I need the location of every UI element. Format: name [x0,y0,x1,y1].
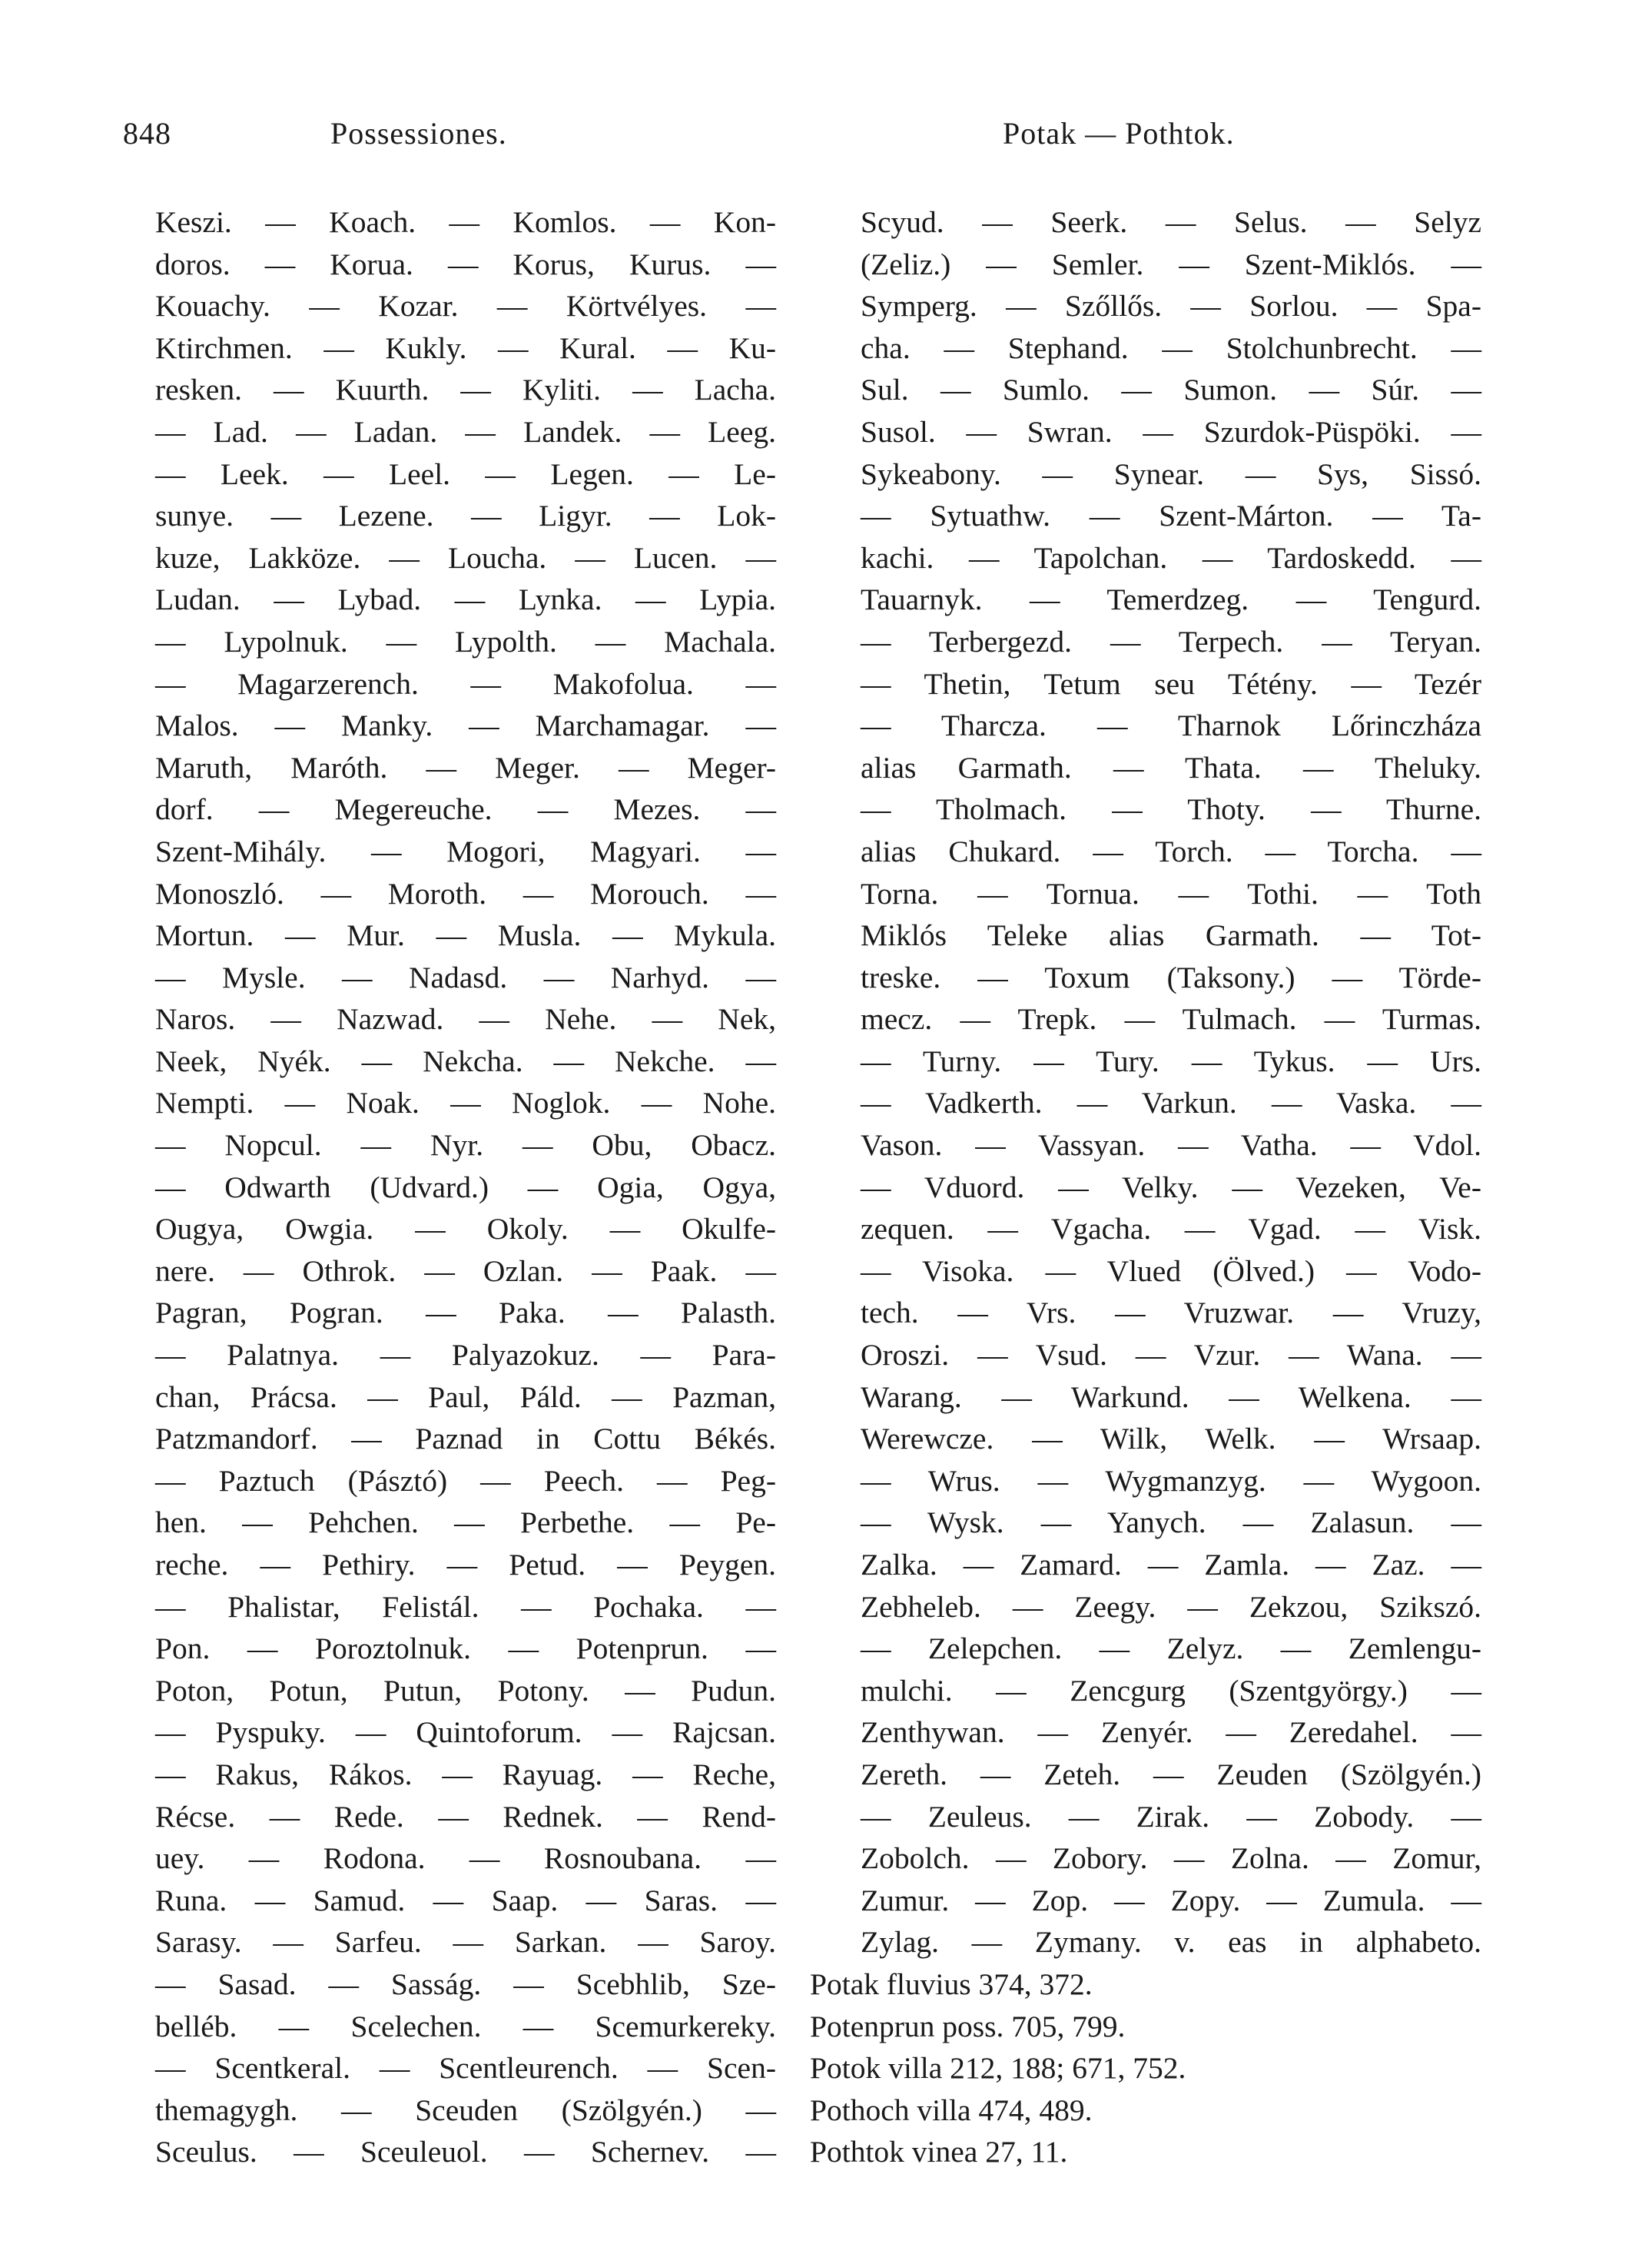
text-line: — Vduord. — Velky. — Vezeken, Ve- [861,1170,1481,1204]
text-line: Zalka. — Zamard. — Zamla. — Zaz. — [861,1548,1481,1582]
right-text-column [810,201,1481,2173]
text-line: Pon. — Poroztolnuk. — Potenprun. — [155,1631,776,1666]
text-line: — Lypolnuk. — Lypolth. — Machala. [155,624,776,659]
text-line: Maruth, Maróth. — Meger. — Meger- [155,750,776,785]
text-line: — Nopcul. — Nyr. — Obu, Obacz. [155,1128,776,1163]
running-head: Potak — Pothtok. [1003,116,1235,151]
text-line: Zenthywan. — Zenyér. — Zeredahel. — [861,1715,1481,1750]
section-title: Possessiones. [330,116,507,151]
text-line: Patzmandorf. — Paznad in Cottu Békés. [155,1422,776,1456]
text-line: Mortun. — Mur. — Musla. — Mykula. [155,918,776,953]
text-line: — Leek. — Leel. — Legen. — Le- [155,456,776,491]
text-line: sunye. — Lezene. — Ligyr. — Lok- [155,499,776,533]
text-line: Sul. — Sumlo. — Sumon. — Súr. — [861,373,1481,407]
text-line: Kouachy. — Kozar. — Körtvélyes. — [155,289,776,324]
text-line: kachi. — Tapolchan. — Tardoskedd. — [861,540,1481,575]
text-line: — Pyspuky. — Quintoforum. — Rajcsan. [155,1715,776,1750]
text-line: hen. — Pehchen. — Perbethe. — Pe- [155,1505,776,1540]
text-line: — Tholmach. — Thoty. — Thurne. [861,792,1481,827]
text-line: Zereth. — Zeteh. — Zeuden (Szölgyén.) [861,1757,1481,1791]
text-line: dorf. — Megereuche. — Mezes. — [155,792,776,827]
text-line: — Rakus, Rákos. — Rayuag. — Reche, [155,1757,776,1791]
index-entry: Pothtok vinea 27, 11. [810,2135,1068,2169]
index-entry: Potenprun poss. 705, 799. [810,2009,1126,2043]
text-line: Werewcze. — Wilk, Welk. — Wrsaap. [861,1422,1481,1456]
text-line: — Zeuleus. — Zirak. — Zobody. — [861,1799,1481,1834]
text-line: uey. — Rodona. — Rosnoubana. — [155,1841,776,1876]
text-line: Runa. — Samud. — Saap. — Saras. — [155,1883,776,1917]
text-line: — Terbergezd. — Terpech. — Teryan. [861,624,1481,659]
index-entry: Potok villa 212, 188; 671, 752. [810,2051,1186,2086]
text-line: Sykeabony. — Synear. — Sys, Sissó. [861,456,1481,491]
text-line: — Lad. — Ladan. — Landek. — Leeg. [155,414,776,449]
text-line: themagygh. — Sceuden (Szölgyén.) — [155,2093,776,2127]
text-line: Symperg. — Szőllős. — Sorlou. — Spa- [861,289,1481,324]
text-line: treske. — Toxum (Taksony.) — Törde- [861,960,1481,994]
text-line: Keszi. — Koach. — Komlos. — Kon- [155,205,776,239]
text-line: — Turny. — Tury. — Tykus. — Urs. [861,1044,1481,1078]
text-line: Tauarnyk. — Temerdzeg. — Tengurd. [861,583,1481,617]
text-line: tech. — Vrs. — Vruzwar. — Vruzy, [861,1296,1481,1330]
text-line: Susol. — Swran. — Szurdok-Püspöki. — [861,414,1481,449]
text-line: Miklós Teleke alias Garmath. — Tot- [861,918,1481,953]
text-line: Malos. — Manky. — Marchamagar. — [155,709,776,743]
text-line: Monoszló. — Moroth. — Morouch. — [155,876,776,911]
text-line: Ougya, Owgia. — Okoly. — Okulfe- [155,1212,776,1246]
text-line: cha. — Stephand. — Stolchunbrecht. — [861,330,1481,365]
text-line: Zumur. — Zop. — Zopy. — Zumula. — [861,1883,1481,1917]
text-line: Zylag. — Zymany. v. eas in alphabeto. [861,1925,1481,1960]
index-entry: Pothoch villa 474, 489. [810,2093,1093,2127]
text-line: reche. — Pethiry. — Petud. — Peygen. [155,1548,776,1582]
text-line: — Zelepchen. — Zelyz. — Zemlengu- [861,1631,1481,1666]
text-line: zequen. — Vgacha. — Vgad. — Visk. [861,1212,1481,1246]
text-line: belléb. — Scelechen. — Scemurkereky. [155,2009,776,2043]
text-line: Poton, Potun, Putun, Potony. — Pudun. [155,1673,776,1708]
index-entry: Potak fluvius 374, 372. [810,1967,1093,2001]
text-line: Torna. — Tornua. — Tothi. — Toth [861,876,1481,911]
text-line: resken. — Kuurth. — Kyliti. — Lacha. [155,373,776,407]
text-line: — Magarzerench. — Makofolua. — [155,666,776,701]
text-line: Szent-Mihály. — Mogori, Magyari. — [155,834,776,868]
text-line: Pagran, Pogran. — Paka. — Palasth. [155,1296,776,1330]
text-line: Vason. — Vassyan. — Vatha. — Vdol. [861,1128,1481,1163]
text-line: chan, Prácsa. — Paul, Páld. — Pazman, [155,1379,776,1414]
text-line: — Thetin, Tetum seu Tétény. — Tezér [861,666,1481,701]
text-line: — Visoka. — Vlued (Ölved.) — Vodo- [861,1253,1481,1288]
text-line: mecz. — Trepk. — Tulmach. — Turmas. [861,1002,1481,1037]
text-line: kuze, Lakköze. — Loucha. — Lucen. — [155,540,776,575]
text-line: Neek, Nyék. — Nekcha. — Nekche. — [155,1044,776,1078]
text-line: alias Garmath. — Thata. — Theluky. [861,750,1481,785]
text-line: — Vadkerth. — Varkun. — Vaska. — [861,1086,1481,1120]
text-line: Naros. — Nazwad. — Nehe. — Nek, [155,1002,776,1037]
page-number: 848 [123,116,171,151]
text-line: — Phalistar, Felistál. — Pochaka. — [155,1589,776,1624]
text-line: Scyud. — Seerk. — Selus. — Selyz [861,205,1481,239]
text-line: Récse. — Rede. — Rednek. — Rend- [155,1799,776,1834]
text-line: doros. — Korua. — Korus, Kurus. — [155,247,776,281]
text-line: — Scentkeral. — Scentleurench. — Scen- [155,2051,776,2086]
text-line: — Wysk. — Yanych. — Zalasun. — [861,1505,1481,1540]
text-line: Oroszi. — Vsud. — Vzur. — Wana. — [861,1338,1481,1372]
text-line: nere. — Othrok. — Ozlan. — Paak. — [155,1253,776,1288]
page-header [123,115,1322,161]
text-line: Ludan. — Lybad. — Lynka. — Lypia. [155,583,776,617]
text-line: Sarasy. — Sarfeu. — Sarkan. — Saroy. [155,1925,776,1960]
text-line: — Odwarth (Udvard.) — Ogia, Ogya, [155,1170,776,1204]
text-line: Nempti. — Noak. — Noglok. — Nohe. [155,1086,776,1120]
text-line: — Palatnya. — Palyazokuz. — Para- [155,1338,776,1372]
left-text-column [155,201,776,2173]
text-line: — Sasad. — Sasság. — Scebhlib, Sze- [155,1967,776,2001]
text-line: Warang. — Warkund. — Welkena. — [861,1379,1481,1414]
text-line: alias Chukard. — Torch. — Torcha. — [861,834,1481,868]
text-line: — Sytuathw. — Szent-Márton. — Ta- [861,499,1481,533]
text-line: Zebheleb. — Zeegy. — Zekzou, Szikszó. [861,1589,1481,1624]
text-line: — Tharcza. — Tharnok Lőrinczháza [861,709,1481,743]
text-line: Ktirchmen. — Kukly. — Kural. — Ku- [155,330,776,365]
text-line: Sceulus. — Sceuleuol. — Schernev. — [155,2135,776,2169]
text-line: — Wrus. — Wygmanzyg. — Wygoon. [861,1463,1481,1498]
text-line: — Paztuch (Pásztó) — Peech. — Peg- [155,1463,776,1498]
text-line: Zobolch. — Zobory. — Zolna. — Zomur, [861,1841,1481,1876]
text-line: (Zeliz.) — Semler. — Szent-Miklós. — [861,247,1481,281]
text-line: — Mysle. — Nadasd. — Narhyd. — [155,960,776,994]
text-line: mulchi. — Zencgurg (Szentgyörgy.) — [861,1673,1481,1708]
